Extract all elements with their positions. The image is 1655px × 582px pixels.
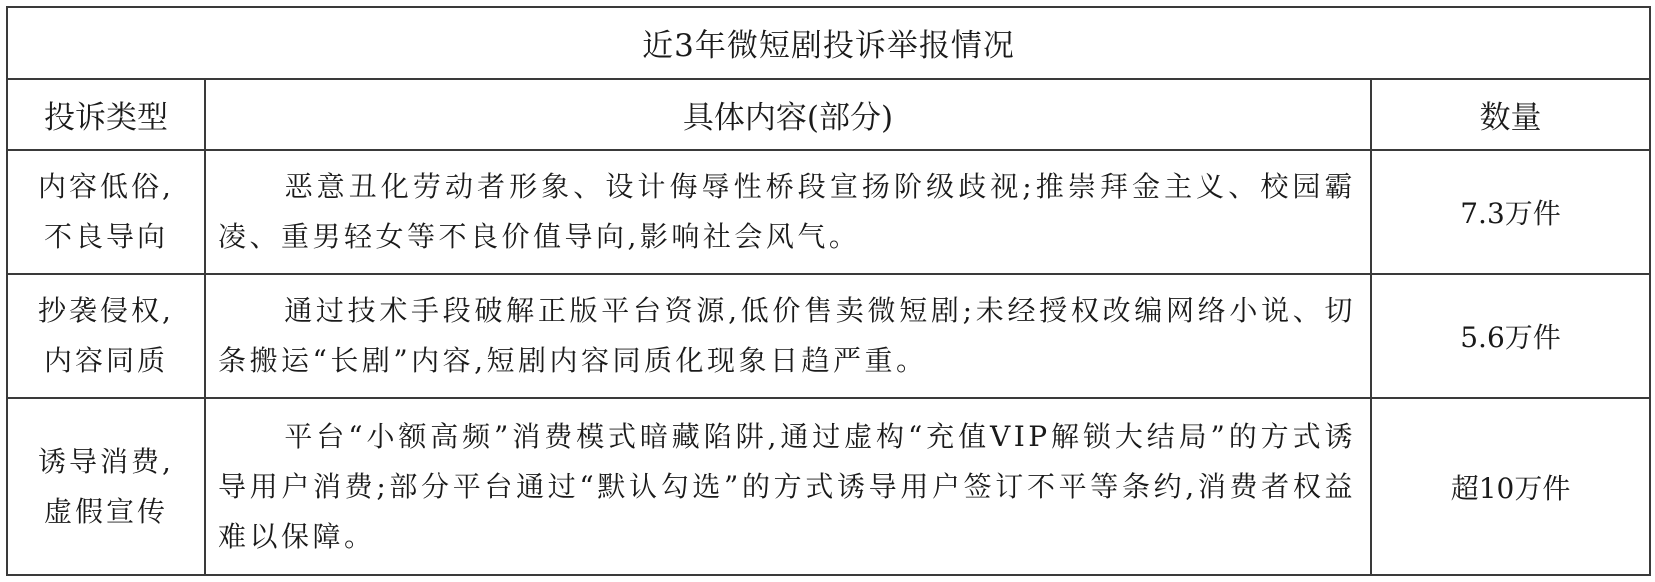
complaint-type-line: 抄袭侵权,: [38, 294, 174, 328]
complaint-type-cell: [7, 398, 205, 575]
complaint-type-line: 虚假宣传: [43, 494, 168, 528]
complaint-content-cell: [205, 398, 1371, 575]
complaint-type-cell: [7, 150, 205, 274]
header-content: 具体内容(部分): [205, 79, 1371, 151]
complaint-content-text: 恶意丑化劳动者形象、设计侮辱性桥段宣扬阶级歧视;推崇拜金主义、校园霸凌、重男轻女等不良价值导向,影响社会风气。: [218, 170, 1356, 254]
complaint-table-container: [6, 6, 1649, 576]
complaint-content-cell: [205, 150, 1371, 274]
complaint-type-line: 内容低俗,: [38, 170, 174, 204]
complaint-type-line: 内容同质: [43, 344, 168, 378]
table-title-row: [7, 7, 1650, 79]
table-row: [7, 274, 1650, 398]
complaint-type-cell: [7, 274, 205, 398]
complaint-content-text: 平台“小额高频”消费模式暗藏陷阱,通过虚构“充值VIP解锁大结局”的方式诱导用户消费;部分平台通过“默认勾选”的方式诱导用户签订不平等条约,消费者权益难以保障。: [218, 419, 1356, 553]
table-title: 近3年微短剧投诉举报情况: [7, 7, 1650, 79]
table-row: [7, 398, 1650, 575]
complaint-content-cell: [205, 274, 1371, 398]
table-header-row: [7, 79, 1650, 151]
complaint-count: 7.3万件: [1371, 150, 1650, 274]
table-row: [7, 150, 1650, 274]
complaint-content-text: 通过技术手段破解正版平台资源,低价售卖微短剧;未经授权改编网络小说、切条搬运“长剧”内容,短剧内容同质化现象日趋严重。: [218, 294, 1356, 378]
complaint-count: 5.6万件: [1371, 274, 1650, 398]
header-count: 数量: [1371, 79, 1650, 151]
complaint-table: [6, 6, 1651, 576]
header-type: 投诉类型: [7, 79, 205, 151]
complaint-type-line: 诱导消费,: [38, 444, 174, 478]
complaint-type-line: 不良导向: [43, 220, 168, 254]
complaint-count: 超10万件: [1371, 398, 1650, 575]
